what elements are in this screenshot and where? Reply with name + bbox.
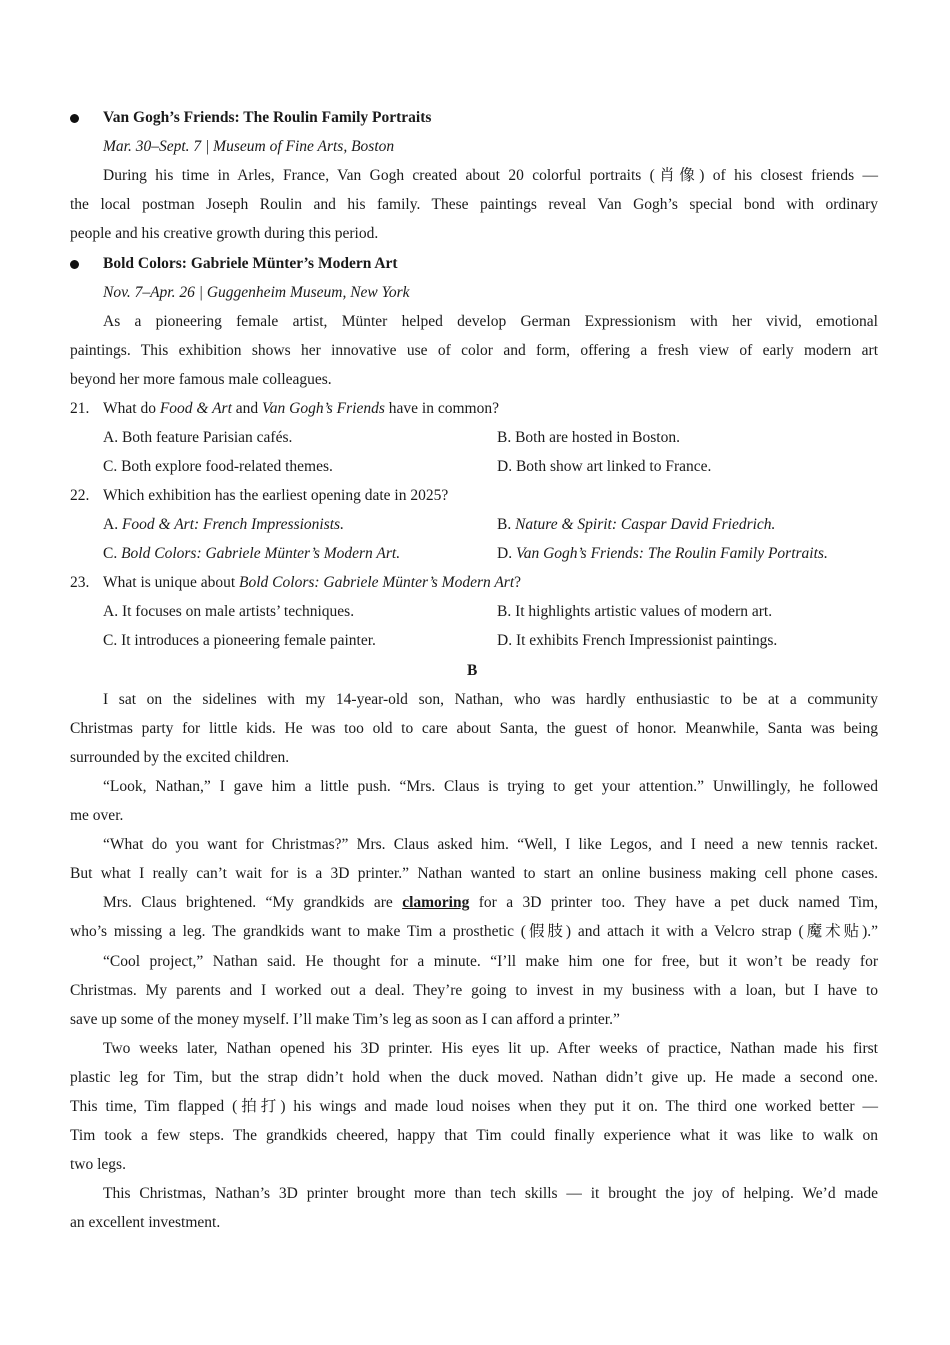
option-b: B. It highlights artistic values of modern art.: [497, 603, 773, 620]
option-text: Bold Colors: Gabriele Münter’s Modern Art.: [121, 545, 401, 562]
paragraph-line: people and his creative growth during this period.: [70, 225, 379, 242]
option-d: [497, 543, 828, 565]
option-text: Van Gogh’s Friends: The Roulin Family Portraits.: [515, 545, 828, 562]
section-heading: B: [467, 662, 478, 679]
option-letter: B.: [497, 516, 516, 533]
text-part: Mrs. Claus brightened. “My grandkids are: [103, 894, 403, 911]
question-title-italic: Bold Colors: Gabriele Münter’s Modern Art: [239, 574, 515, 591]
option-text: Food & Art: French Impressionists.: [121, 516, 344, 533]
paragraph-line: paintings. This exhibition shows her innovative use of color and form, offering a fresh view of early modern art: [70, 342, 878, 359]
paragraph-line: [103, 892, 878, 914]
option-a: A. It focuses on male artists’ techniques.: [103, 603, 355, 620]
paragraph-line: But what I really can’t wait for is a 3D printer.” Nathan wanted to start an online business making cell phone cases.: [70, 865, 878, 882]
paragraph-line: Christmas party for little kids. He was too old to care about Santa, the guest of honor. Meanwhile, Santa was being: [70, 720, 878, 737]
option-letter: A.: [103, 516, 122, 533]
option-c: [103, 543, 400, 565]
paragraph-line: Two weeks later, Nathan opened his 3D printer. His eyes lit up. After weeks of practice, Nathan made his first: [103, 1040, 878, 1057]
paragraph-line: beyond her more famous male colleagues.: [70, 371, 332, 388]
option-letter: C.: [103, 545, 122, 562]
paragraph-line: “What do you want for Christmas?” Mrs. Claus asked him. “Well, I like Legos, and I need a new tennis racket.: [103, 836, 878, 853]
paragraph-line: “Look, Nathan,” I gave him a little push. “Mrs. Claus is trying to get your attention.” Unwillingly, he followed: [103, 778, 878, 795]
paragraph-line: I sat on the sidelines with my 14-year-old son, Nathan, who was hardly enthusiastic to be at a community: [103, 691, 878, 708]
paragraph-line: an excellent investment.: [70, 1214, 221, 1231]
paragraph-line: As a pioneering female artist, Münter helped develop German Expressionism with her vivid, emotional: [103, 313, 878, 330]
exhibition-title: Bold Colors: Gabriele Münter’s Modern Art: [103, 255, 398, 272]
bullet-dot: [70, 260, 79, 269]
paragraph-line: me over.: [70, 807, 124, 824]
option-letter: D.: [497, 545, 516, 562]
question-number: 22.: [70, 487, 90, 504]
question-number: 21.: [70, 400, 90, 417]
option-a: A. Both feature Parisian cafés.: [103, 429, 293, 446]
paragraph-line: save up some of the money myself. I’ll make Tim’s leg as soon as I can afford a printer.”: [70, 1011, 620, 1028]
question-text: [103, 398, 499, 420]
question-text-part: What is unique about: [103, 574, 240, 591]
option-b: [497, 514, 775, 536]
paragraph-line: Tim took a few steps. The grandkids cheered, happy that Tim could finally experience what it was like to walk on: [70, 1127, 878, 1144]
paragraph-line: During his time in Arles, France, Van Gogh created about 20 colorful portraits (肖像) of his closest friends —: [103, 167, 878, 184]
option-a: [103, 514, 344, 536]
bullet-dot: [70, 114, 79, 123]
option-c: C. It introduces a pioneering female painter.: [103, 632, 376, 649]
question-text: [103, 572, 521, 594]
exhibition-title: Van Gogh’s Friends: The Roulin Family Portraits: [103, 109, 432, 126]
exhibition-venue: Mar. 30–Sept. 7 | Museum of Fine Arts, Boston: [103, 138, 395, 155]
option-d: D. It exhibits French Impressionist paintings.: [497, 632, 778, 649]
option-text: Nature & Spirit: Caspar David Friedrich.: [515, 516, 776, 533]
paragraph-line: “Cool project,” Nathan said. He thought for a minute. “I’ll make him one for free, but it won’t be ready for: [103, 953, 878, 970]
question-title-italic: Food & Art: [159, 400, 232, 417]
exhibition-venue: Nov. 7–Apr. 26 | Guggenheim Museum, New York: [103, 284, 410, 301]
option-b: B. Both are hosted in Boston.: [497, 429, 680, 446]
question-text-part: ?: [514, 574, 522, 591]
question-text-part: and: [231, 400, 263, 417]
paragraph-line: Christmas. My parents and I worked out a deal. They’re going to invest in my business with a loan, but I have to: [70, 982, 878, 999]
text-part: for a 3D printer too. They have a pet duck named Tim,: [469, 894, 878, 911]
question-number: 23.: [70, 574, 90, 591]
question-text-part: What do: [103, 400, 160, 417]
question-text-part: have in common?: [384, 400, 499, 417]
paragraph-line: This Christmas, Nathan’s 3D printer brought more than tech skills — it brought the joy of helping. We’d made: [103, 1185, 878, 1202]
paragraph-line: two legs.: [70, 1156, 126, 1173]
question-text: Which exhibition has the earliest opening date in 2025?: [103, 487, 449, 504]
paragraph-line: surrounded by the excited children.: [70, 749, 290, 766]
paragraph-line: plastic leg for Tim, but the strap didn’t hold when the duck moved. Nathan didn’t give up. He made a second one.: [70, 1069, 878, 1086]
option-c: C. Both explore food-related themes.: [103, 458, 333, 475]
underlined-word: clamoring: [402, 894, 470, 911]
question-title-italic: Van Gogh’s Friends: [262, 400, 385, 417]
paragraph-line: who’s missing a leg. The grandkids want to make Tim a prosthetic (假肢) and attach it with a Velcro strap (魔术贴).”: [70, 923, 878, 940]
paragraph-line: This time, Tim flapped (拍打) his wings and made loud noises when they put it on. The third one worked better —: [70, 1098, 878, 1115]
paragraph-line: the local postman Joseph Roulin and his family. These paintings reveal Van Gogh’s special bond with ordinary: [70, 196, 878, 213]
option-d: D. Both show art linked to France.: [497, 458, 712, 475]
